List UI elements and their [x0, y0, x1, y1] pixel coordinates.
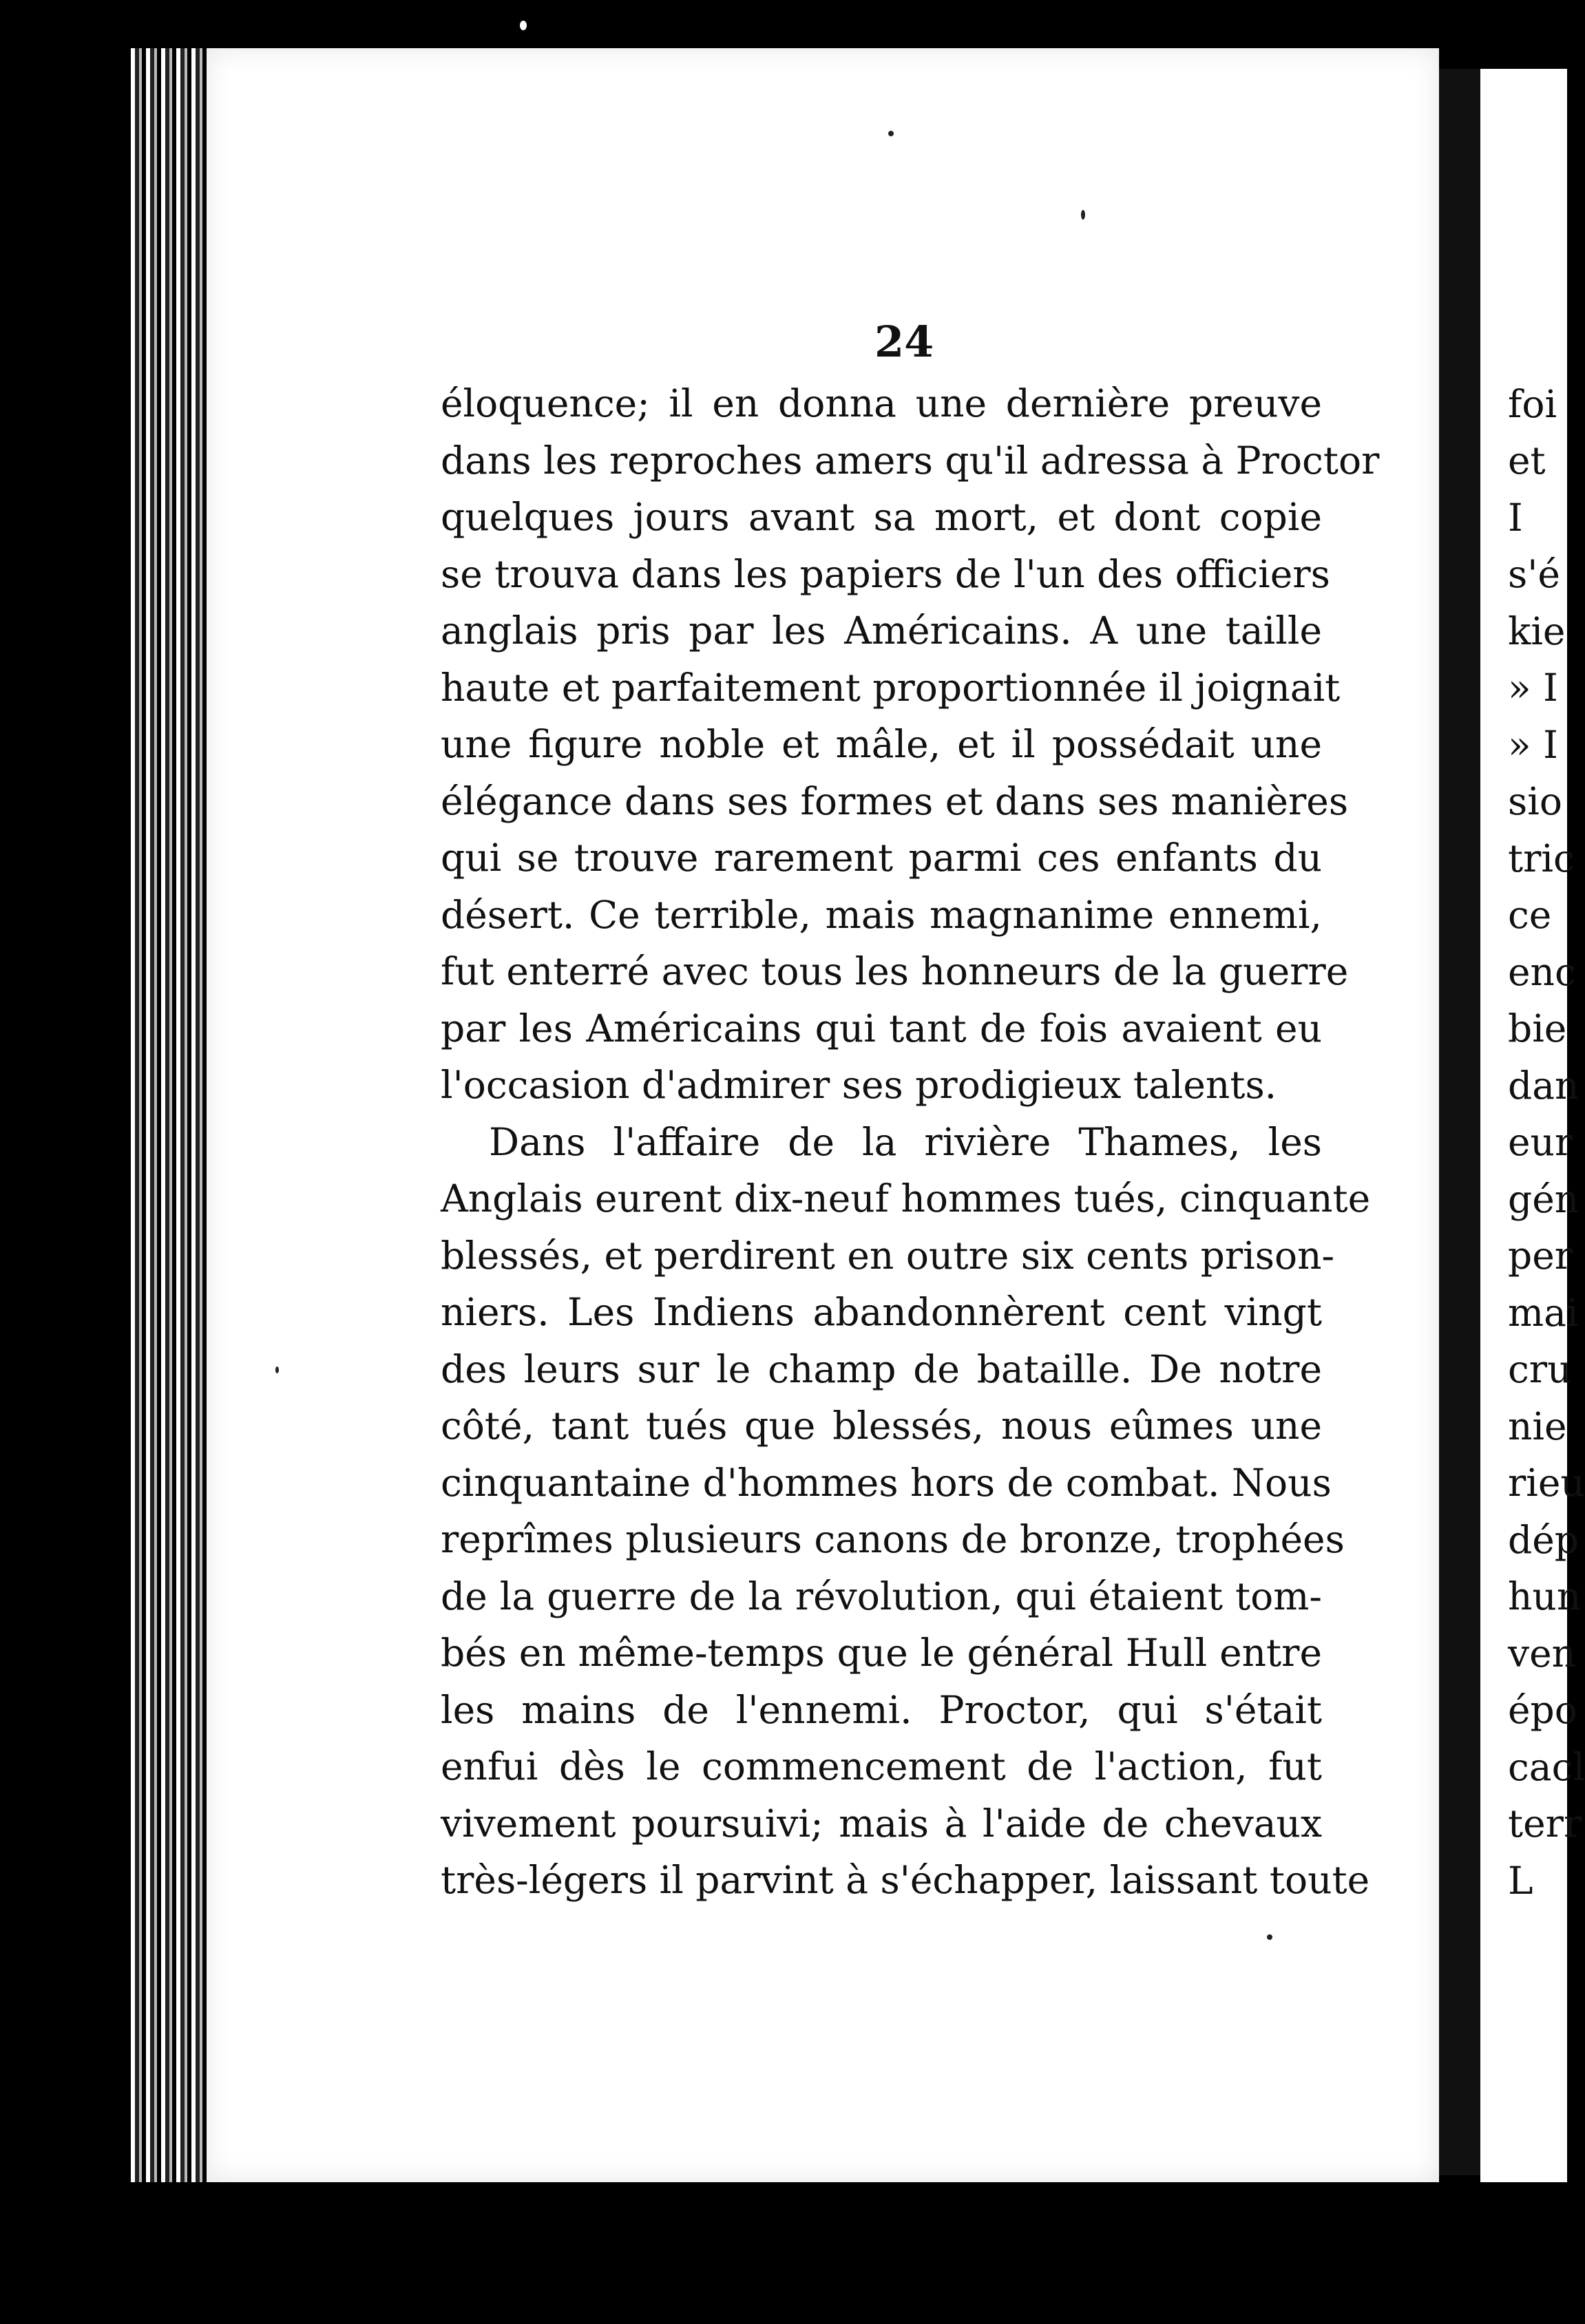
text-line: qui se trouve rarement parmi ces enfants du: [441, 836, 1322, 880]
text-line: quelques jours avant sa mort, et dont copie: [441, 495, 1322, 539]
right-fragment-line: gén: [1508, 1177, 1579, 1221]
scan-speck: [275, 1366, 279, 1373]
right-fragment-line: ce: [1508, 893, 1552, 937]
text-line: très-légers il parvint à s'échapper, laissant toute: [441, 1858, 1370, 1902]
right-fragment-line: » I: [1508, 666, 1558, 710]
right-fragment-line: » I: [1508, 723, 1558, 767]
scan-speck: [888, 131, 894, 136]
text-line: dans les reproches amers qu'il adressa à Proctor: [441, 438, 1380, 483]
text-line: anglais pris par les Américains. A une taille: [441, 609, 1322, 653]
right-fragment-line: enc: [1508, 950, 1576, 994]
text-line: éloquence; il en donna une dernière preuve: [441, 381, 1322, 425]
right-fragment-line: L: [1508, 1859, 1533, 1903]
right-fragment-line: I: [1508, 496, 1523, 540]
right-fragment-line: kie: [1508, 609, 1566, 653]
right-fragment-line: s'é: [1508, 552, 1560, 596]
text-line: des leurs sur le champ de bataille. De notre: [441, 1346, 1322, 1391]
text-line: enfui dès le commencement de l'action, fut: [441, 1744, 1322, 1788]
text-line: de la guerre de la révolution, qui étaient tom-: [441, 1574, 1322, 1618]
text-line: par les Américains qui tant de fois avaient eu: [441, 1006, 1322, 1050]
right-fragment-line: cru: [1508, 1347, 1572, 1391]
right-fragment-line: eur: [1508, 1120, 1573, 1164]
text-line: niers. Les Indiens abandonnèrent cent vingt: [441, 1290, 1322, 1334]
right-page-fragment: [1480, 69, 1585, 2182]
gutter-shadow: [1439, 69, 1480, 2175]
right-fragment-line: dan: [1508, 1064, 1579, 1108]
text-line: blessés, et perdirent en outre six cents prison-: [441, 1233, 1335, 1278]
text-line: Dans l'affaire de la rivière Thames, les: [489, 1119, 1322, 1164]
right-fragment-line: tric: [1508, 836, 1575, 880]
right-fragment-line: ven: [1508, 1631, 1577, 1676]
text-line: l'occasion d'admirer ses prodigieux talents.: [441, 1063, 1277, 1107]
text-line: se trouva dans les papiers de l'un des officiers: [441, 551, 1330, 596]
right-fragment-line: mai: [1508, 1291, 1579, 1335]
text-line: les mains de l'ennemi. Proctor, qui s'était: [441, 1687, 1322, 1732]
right-fragment-line: nie: [1508, 1404, 1567, 1448]
right-fragment-line: hun: [1508, 1574, 1582, 1618]
right-fragment-line: épo: [1508, 1688, 1577, 1732]
right-fragment-line: cacl: [1508, 1745, 1585, 1789]
scan-speck: [1081, 210, 1085, 220]
page-number: 24: [874, 317, 934, 367]
text-line: bés en même-temps que le général Hull entre: [441, 1631, 1322, 1675]
right-fragment-line: rieu: [1508, 1461, 1585, 1505]
right-fragment-line: bie: [1508, 1006, 1567, 1050]
page-edges: [131, 48, 213, 2182]
right-fragment-line: dép: [1508, 1518, 1579, 1562]
right-fragment-line: foi: [1508, 382, 1557, 426]
text-line: une figure noble et mâle, et il possédait une: [441, 722, 1322, 766]
text-line: élégance dans ses formes et dans ses manières: [441, 779, 1349, 823]
text-line: fut enterré avec tous les honneurs de la guerre: [441, 949, 1349, 993]
right-fragment-line: terr: [1508, 1802, 1582, 1846]
text-line: désert. Ce terrible, mais magnanime ennemi,: [441, 892, 1322, 937]
right-fragment-line: per: [1508, 1234, 1573, 1278]
text-line: reprîmes plusieurs canons de bronze, trophées: [441, 1517, 1345, 1561]
text-line: haute et parfaitement proportionnée il joignait: [441, 665, 1341, 710]
text-line: cinquantaine d'hommes hors de combat. Nous: [441, 1460, 1332, 1505]
scan-speck: [520, 21, 527, 30]
text-line: Anglais eurent dix-neuf hommes tués, cinquante: [441, 1176, 1371, 1221]
right-fragment-line: et: [1508, 439, 1546, 483]
right-fragment-line: sio: [1508, 779, 1562, 823]
text-line: vivement poursuivi; mais à l'aide de chevaux: [441, 1801, 1322, 1846]
text-line: côté, tant tués que blessés, nous eûmes une: [441, 1404, 1322, 1448]
scan-speck: [1267, 1934, 1272, 1940]
body-text: [441, 375, 1380, 1909]
